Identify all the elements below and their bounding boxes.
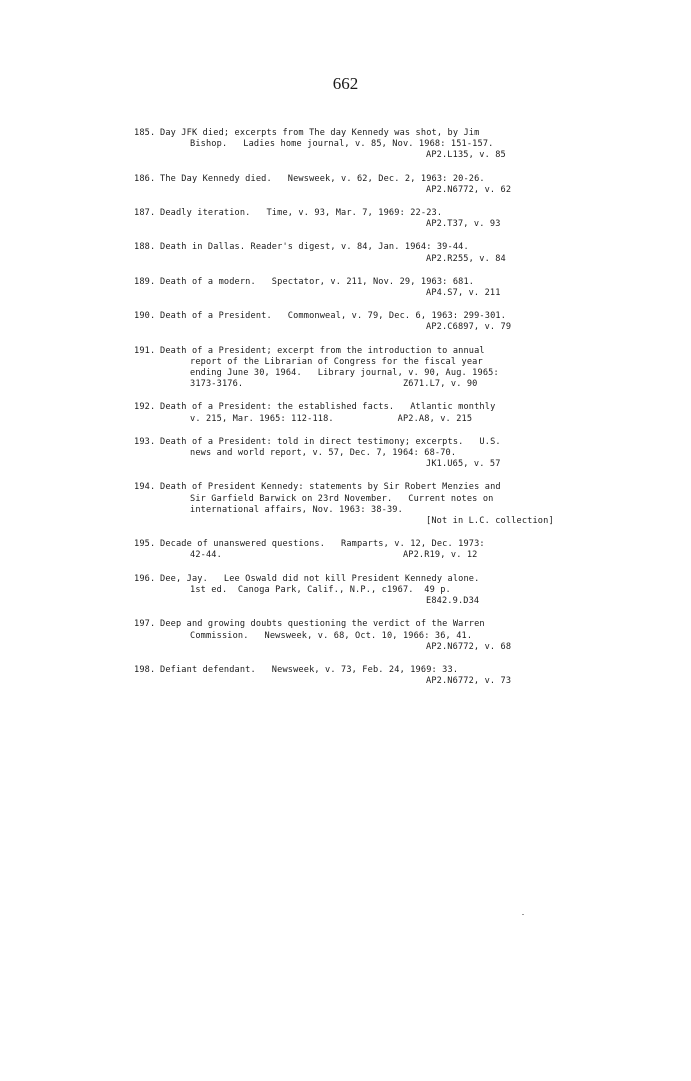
entry-number: 192. <box>134 402 156 413</box>
bibliography-entry <box>134 242 574 264</box>
entry-text-line: v. 215, Mar. 1965: 112-118. AP2.A8, v. 215 <box>190 413 473 424</box>
entry-number: 190. <box>134 311 156 322</box>
entry-number: 196. <box>134 573 156 584</box>
entry-number: 198. <box>134 664 156 675</box>
entry-text-line: Defiant defendant. Newsweek, v. 73, Feb. 24, 1969: 33. <box>160 664 459 675</box>
entry-text-line: Death in Dallas. Reader's digest, v. 84, Jan. 1964: 39-44. <box>160 242 469 253</box>
entry-text-line: 3173-3176. Z671.L7, v. 90 <box>190 379 478 390</box>
call-number: AP2.R255, v. 84 <box>426 253 506 264</box>
call-number: AP4.S7, v. 211 <box>426 288 501 299</box>
entry-number: 186. <box>134 173 156 184</box>
entry-number: 193. <box>134 436 156 447</box>
entry-text-line: Deadly iteration. Time, v. 93, Mar. 7, 1969: 22-23. <box>160 208 443 219</box>
bibliography-entry <box>134 574 574 608</box>
bibliography-entry <box>134 437 574 471</box>
call-number: JK1.U65, v. 57 <box>426 459 501 470</box>
call-number: E842.9.D34 <box>426 596 480 607</box>
entry-text-line: Death of a President: told in direct testimony; excerpts. U.S. <box>160 436 501 447</box>
entry-text-line: Death of a President; excerpt from the introduction to annual <box>160 345 485 356</box>
bibliography-entry <box>134 665 574 687</box>
bibliography-entry <box>134 619 574 653</box>
entry-number: 191. <box>134 345 156 356</box>
bibliography-entry <box>134 402 574 424</box>
entry-number: 187. <box>134 208 156 219</box>
entry-text-line: Decade of unanswered questions. Ramparts, v. 12, Dec. 1973: <box>160 539 485 550</box>
bibliography-entry <box>134 482 574 527</box>
bibliography-entry <box>134 539 574 561</box>
bibliography-entry <box>134 277 574 299</box>
call-number: AP2.C6897, v. 79 <box>426 322 512 333</box>
page-number: 662 <box>332 74 359 93</box>
entry-text-line: Bishop. Ladies home journal, v. 85, Nov. 1968: 151-157. <box>190 139 494 150</box>
entry-text-line: Sir Garfield Barwick on 23rd November. Current notes on <box>190 493 494 504</box>
entry-text-line: international affairs, Nov. 1963: 38-39. <box>190 504 403 515</box>
entry-number: 189. <box>134 276 156 287</box>
entry-text-line: 42-44. AP2.R19, v. 12 <box>190 550 478 561</box>
bibliography-entry <box>134 208 574 230</box>
call-number: AP2.N6772, v. 68 <box>426 641 512 652</box>
bibliography-entry <box>134 346 574 391</box>
entry-text-line: Day JFK died; excerpts from The day Kennedy was shot, by Jim <box>160 128 480 138</box>
call-number: AP2.T37, v. 93 <box>426 219 501 230</box>
bibliography-entries <box>134 128 574 699</box>
bibliography-entry <box>134 311 574 333</box>
call-number: [Not in L.C. collection] <box>426 516 554 527</box>
entry-text-line: Dee, Jay. Lee Oswald did not kill President Kennedy alone. <box>160 573 480 584</box>
scan-mark <box>522 914 524 915</box>
call-number: AP2.N6772, v. 62 <box>426 184 512 195</box>
entry-text-line: Death of a President. Commonweal, v. 79, Dec. 6, 1963: 299-301. <box>160 311 507 322</box>
entry-number: 197. <box>134 619 156 630</box>
bibliography-entry <box>134 128 574 162</box>
entry-number: 188. <box>134 242 156 253</box>
entry-text-line: report of the Librarian of Congress for the fiscal year <box>190 356 483 367</box>
entry-number: 195. <box>134 539 156 550</box>
entry-text-line: ending June 30, 1964. Library journal, v. 90, Aug. 1965: <box>190 368 499 379</box>
call-number: AP2.L135, v. 85 <box>426 150 506 161</box>
bibliography-entry <box>134 174 574 196</box>
entry-text-line: Death of a modern. Spectator, v. 211, Nov. 29, 1963: 681. <box>160 276 475 287</box>
entry-text-line: Deep and growing doubts questioning the verdict of the Warren <box>160 619 485 630</box>
entry-text-line: The Day Kennedy died. Newsweek, v. 62, Dec. 2, 1963: 20-26. <box>160 173 485 184</box>
entry-text-line: Death of President Kennedy: statements by Sir Robert Menzies and <box>160 482 501 493</box>
call-number: AP2.N6772, v. 73 <box>426 676 512 687</box>
entry-text-line: news and world report, v. 57, Dec. 7, 1964: 68-70. <box>190 448 457 459</box>
entry-text-line: 1st ed. Canoga Park, Calif., N.P., c1967. 49 p. <box>190 584 451 595</box>
entry-text-line: Commission. Newsweek, v. 68, Oct. 10, 1966: 36, 41. <box>190 630 473 641</box>
entry-number: 185. <box>134 128 156 138</box>
entry-number: 194. <box>134 482 156 493</box>
entry-text-line: Death of a President: the established facts. Atlantic monthly <box>160 402 496 413</box>
